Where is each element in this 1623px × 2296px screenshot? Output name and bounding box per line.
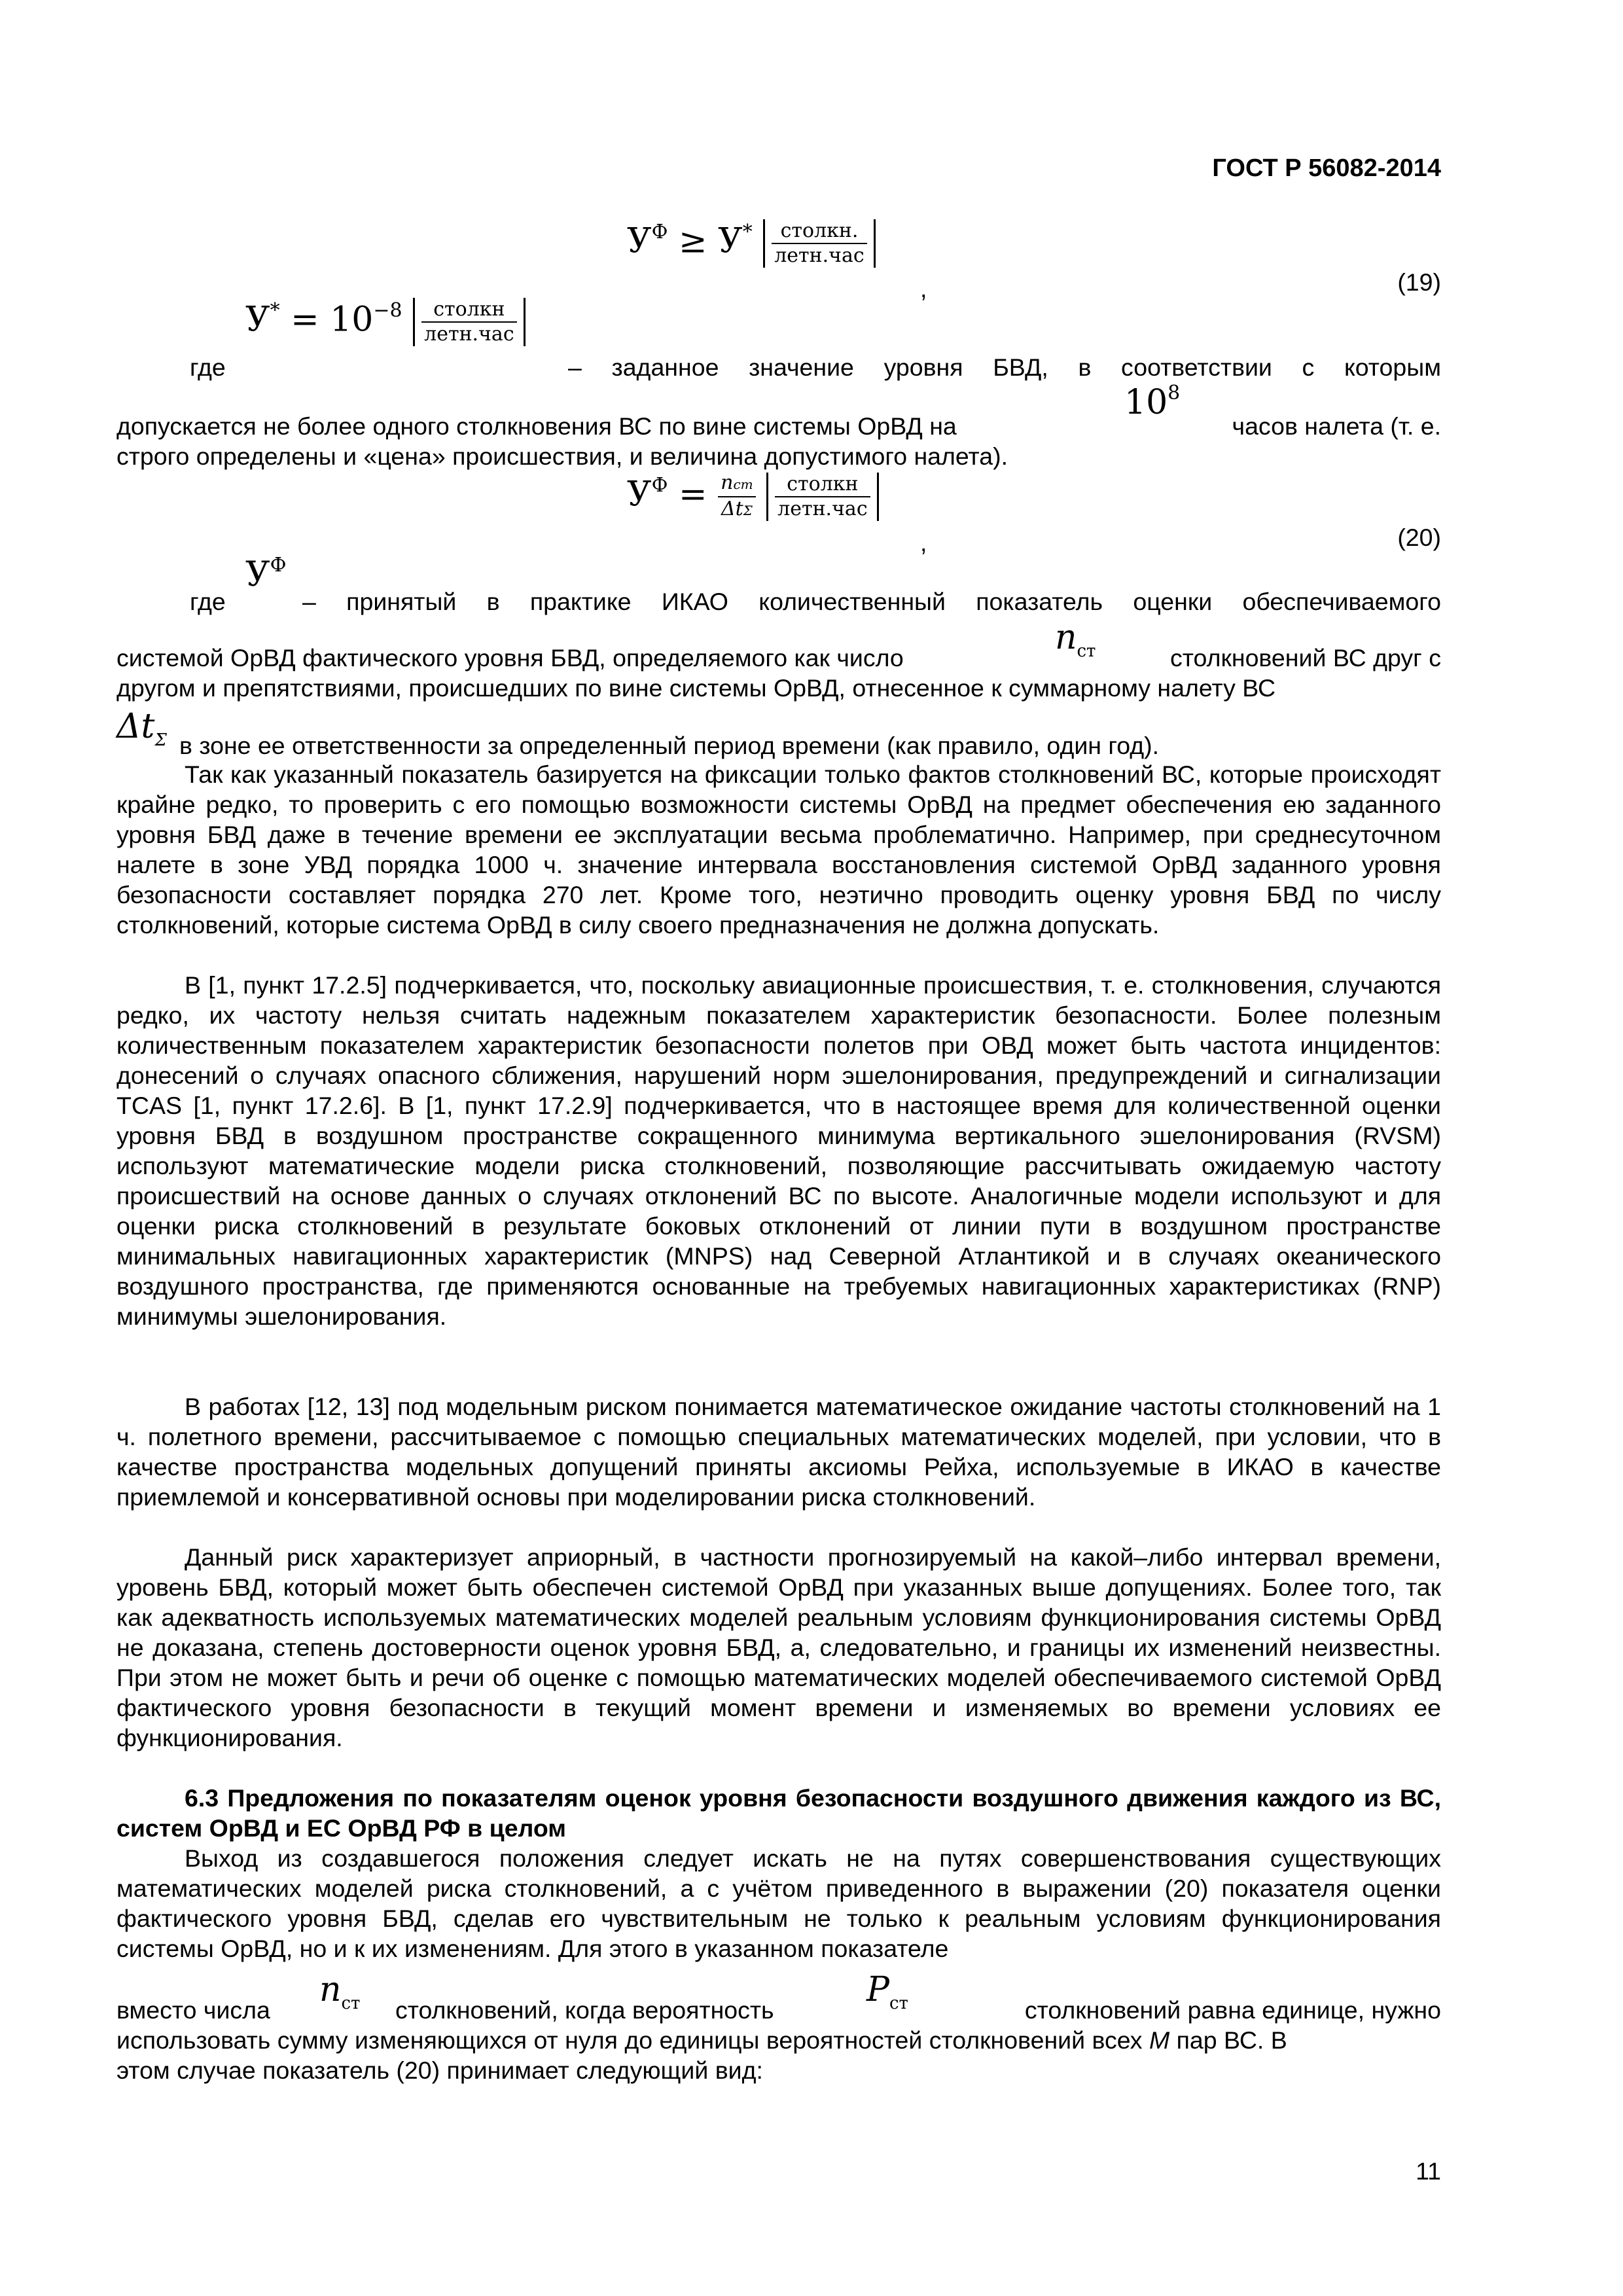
paragraph-8-part-a: вместо числа [116,1996,270,2024]
paragraph-4: В [1, пункт 17.2.5] подчеркивается, что, поскольку авиационные происшествия, т. е. столкновения, случаются редко, их частоту нельзя считать надежным показателем характеристик безопасности. Более полезным количественным показателем характеристик безопасности полетов при ОВД может быть частота инцидентов: донесений о случаях опасного сближения, нарушений норм эшелонирования, предупреждений и сигнализации TCAS [1, пункт 17.2.6]. В [1, пункт 17.2.9] подчеркивается, что в настоящее время для количественной оценки уровня БВД в воздушном пространстве сокращенного минимума вертикального эшелонирования (RVSM) используют математические модели риска столкновений, позволяющие рассчитывать ожидаемую частоту происшествий на основе данных о случаях отклонений ВС по высоте. Аналогичные модели используют и для оценки риска столкновений в результате боковых отклонений от линии пути в воздушном пространстве минимальных навигационных характеристик (MNPS) над Северной Атлантикой и в случаях океанического воздушного пространства, где применяются основанные на требуемых навигационных характеристиках (RNP) минимумы эшелонирования. [116,971,1441,1330]
formula-20-comma: , [920,529,927,556]
section-heading-6-3: 6.3 Предложения по показателям оценок уровня безопасности воздушного движения каждого из ВС, систем ОрВД и ЕС ОрВД РФ в целом [116,1784,1441,1842]
paragraph-6: Данный риск характеризует априорный, в частности прогнозируемый на какой–либо интервал времени, уровень БВД, который может быть обеспечен системой ОрВД при указанных выше допущениях. Более того, так как адекватность используемых математических моделей реальным условиям функционирования системы ОрВД не доказана, степень достоверности оценок уровня БВД, а, следовательно, и границы их изменений неизвестны. При этом не может быть и речи об оценке с помощью математических моделей обеспечиваемого системой ОрВД фактического уровня безопасности в текущий момент времени и изменяемых во времени условиях ее функционирования. [116,1543,1441,1751]
paragraph-1-line-1: – заданное значение уровня БВД, в соответствии с которым [568,353,1441,381]
formula-n-st: $n_{ст}$ [1055,618,1096,661]
unit-bracket: $\frac{\text{столкн}}{\text{летн.час}}$ [413,298,525,346]
paragraph-1-line-2b: часов налета (т. е. [1232,412,1441,440]
formula-u-f: $У^Ф$ [245,554,287,594]
paragraph-1-line-3: строго определены и «цена» происшествия, и величина допустимого налета). [116,442,1008,470]
unit-bracket: $\frac{\text{столкн.}}{\text{летн.час}}$ [763,219,875,268]
equation-number-20: (20) [1397,524,1441,551]
paragraph-2-line-2b: столкновений ВС друг с [1170,644,1441,672]
paragraph-2-line-1: – принятый в практике ИКАО количественный показатель оценки обеспечиваемого [302,588,1441,615]
paragraph-2-line-3: другом и препятствиями, происшедших по вине системы ОрВД, отнесенное к суммарному налету ВС [116,674,1276,702]
page-number: 11 [1416,2157,1441,2185]
document-header: ГОСТ Р 56082-2014 [1212,154,1441,182]
unit-bracket: $\frac{\text{столкн}}{\text{летн.час}}$ [766,473,878,521]
paragraph-7: Выход из создавшегося положения следует искать не на путях совершенствования существующих математических моделей риска столкновений, а с учётом приведенного в выражении (20) показателя оценки фактического уровня БВД, сделав его чувствительным не только к реальным условиям функционирования системы ОрВД, но и к их изменениям. Для этого в указанном показателе [116,1844,1441,1962]
paragraph-2-line-4: в зоне ее ответственности за определенный период времени (как правило, один год). [179,732,1160,759]
formula-20: $У^Ф$ = $\frac{\text{nст}}{\text{ΔtΣ}}$ $\frac{\text{столкн}}{\text{летн.час}}$ [627,471,879,522]
paragraph-3: Так как указанный показатель базируется на фиксации только фактов столкновений ВС, которые происходят крайне редко, то проверить с его помощью возможности системы ОрВД на предмет обеспечения ею заданного уровня БВД даже в течение времени ее эксплуатации весьма проблематично. Например, при среднесуточном налете в зоне УВД порядка 1000 ч. значение интервала восстановления системой ОрВД заданного уровня безопасности составляет порядка 270 лет. Кроме того, неэтично проводить оценку уровня БВД по числу столкновений, которые система ОрВД в силу своего предназначения не должна допускать. [116,761,1441,939]
equation-number-19: (19) [1397,268,1441,296]
paragraph-8-part-c: столкновений равна единице, нужно [1024,1996,1441,2024]
formula-10-8: $10^8$ [1124,382,1181,422]
formula-n-st-2: $n_{ст}$ [319,1970,361,2013]
formula-19: $У^Ф \ge У^*$ $\frac{\text{столкн.}}{\text{летн.час}}$ [627,219,876,268]
formula-19-comma: , [920,275,927,302]
paragraph-2-line-2a: системой ОрВД фактического уровня БВД, определяемого как число [116,644,904,672]
paragraph-8-part-b: столкновений, когда вероятность [395,1996,774,2024]
paragraph-1-line-2a: допускается не более одного столкновения ВС по вине системы ОрВД на [116,412,957,440]
where-label-2: где [190,588,226,615]
where-label-1: где [190,353,226,381]
paragraph-8-line-3: этом случае показатель (20) принимает следующий вид: [116,2056,763,2084]
formula-p-st: $P_{ст}$ [866,1970,908,2013]
formula-u-star: $У^* = 10^{-8}$ $\frac{\text{столкн}}{\text{летн.час}}$ [245,298,526,346]
paragraph-8-line-2: использовать сумму изменяющихся от нуля до единицы вероятностей столкновений всех M пар ВС. В [116,2026,1287,2054]
paragraph-5: В работах [12, 13] под модельным риском понимается математическое ожидание частоты столкновений на 1 ч. полетного времени, рассчитываемое с помощью специальных математических моделей, при условии, что в качестве пространства модельных допущений приняты аксиомы Рейха, используемые в ИКАО в качестве приемлемой и консервативной основы при моделировании риска столкновений. [116,1393,1441,1511]
formula-delta-t-sigma: $\Delta t_\Sigma$ [116,707,167,750]
